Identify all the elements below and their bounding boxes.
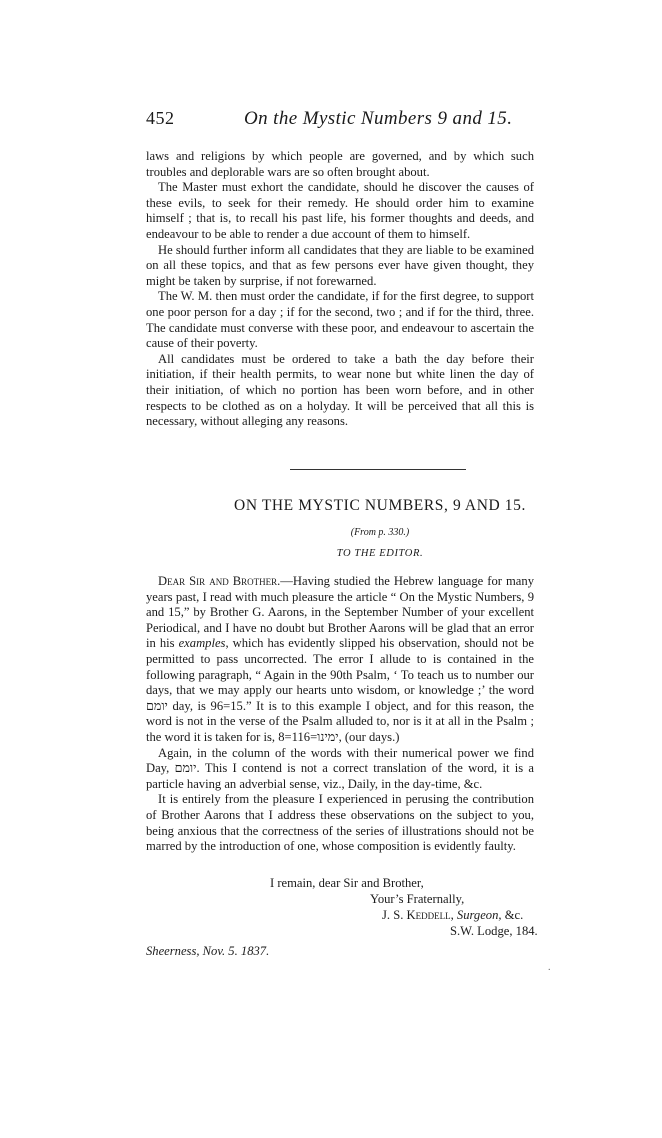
closing-line: I remain, dear Sir and Brother,: [270, 876, 424, 890]
letter-text: —Having studied the Hebrew language for many years past, I read with much pleasure the article “ On the Mystic Numbers, 9 and 15,” by Brother G. Aarons, in the September Number of your excellent Periodical, and I have no doubt but Brother Aarons will be glad that an error in his: [146, 574, 534, 651]
salutation: Dear Sir and Brother.: [158, 574, 281, 588]
paragraph: All candidates must be ordered to take a bath the day before their initiation, if their health permits, to wear none but white linen the day of their initiation, of which no portion has been worn before, and in other respects to be clothed as on a holyday. It will be perceived that all this is necessary, without alleging any reasons.: [146, 351, 534, 429]
page-header: [146, 108, 534, 136]
signature: [382, 908, 523, 923]
paragraph: laws and religions by which people are governed, and by which such troubles and deplorable wars are so often brought about.: [146, 149, 534, 179]
closing-line: Your’s Fraternally,: [370, 892, 465, 906]
running-title: On the Mystic Numbers 9 and 15.: [244, 108, 513, 129]
signature-etc: &c.: [501, 908, 524, 922]
letter-paragraph: [146, 574, 534, 746]
paragraph: The W. M. then must order the candidate, if for the first degree, to support one poor person for a day ; if for the second, two ; and if for the third, three. The candidate must converse with these poor, and endeavour to ascertain the cause of their poverty.: [146, 289, 534, 351]
signature-profession: Surgeon,: [456, 908, 502, 922]
source-note: (From p. 330.): [350, 527, 410, 538]
letter-body: [146, 574, 534, 855]
addressee: TO THE EDITOR.: [336, 548, 424, 559]
letter-paragraph: It is entirely from the pleasure I experienced in perusing the contribution of Brother Aarons that I address these observations on the subject to you, being anxious that the correctness of the series of illustrations should not be marred by the introduction of one, whose composition is evidently faulty.: [146, 792, 534, 854]
dateline: Sheerness, Nov. 5. 1837.: [146, 944, 270, 958]
paragraph: He should further inform all candidates that they are liable to be examined on all these topics, and that as few persons ever have given thought, they might be taken by surprise, if not forewarned.: [146, 242, 534, 288]
letter-text: , which has evidently slipped his observation, should not be permitted to pass uncorrected. The error I allude to is contained in the following paragraph, “ Again in the 90th Psalm, ‘ To teach us to number our days, that we may apply our hearts unto wisdom, or knowledge ;’ the word יומם day, is 96=15.” It is to this example I object, and for this reason, the word is not in the verse of the Psalm alluded to, nor is it at all in the Psalm ; the word it is taken for is, ימינו=116=8, (our days.): [146, 636, 534, 744]
page-number: 452: [146, 108, 175, 128]
preceding-article-text: [146, 149, 534, 430]
letter-paragraph: Again, in the column of the words with their numerical power we find Day, יומם. This I contend is not a correct translation of the word, it is a particle having an adverbial sense, viz., Daily, in the day-time, &c.: [146, 745, 534, 791]
section-divider: [290, 469, 466, 470]
paragraph: The Master must exhort the candidate, should he discover the causes of these evils, to seek for their remedy. He should order him to examine himself ; that is, to recall his past life, his former thoughts and deeds, and endeavour to be able to render a due account of them to himself.: [146, 180, 534, 241]
stray-mark: .: [548, 962, 551, 973]
signature-name: J. S. Keddell,: [382, 908, 454, 922]
lodge-line: S.W. Lodge, 184.: [450, 924, 538, 938]
emphasis-examples: examples: [178, 636, 226, 651]
article-title: ON THE MYSTIC NUMBERS, 9 AND 15.: [234, 497, 526, 514]
